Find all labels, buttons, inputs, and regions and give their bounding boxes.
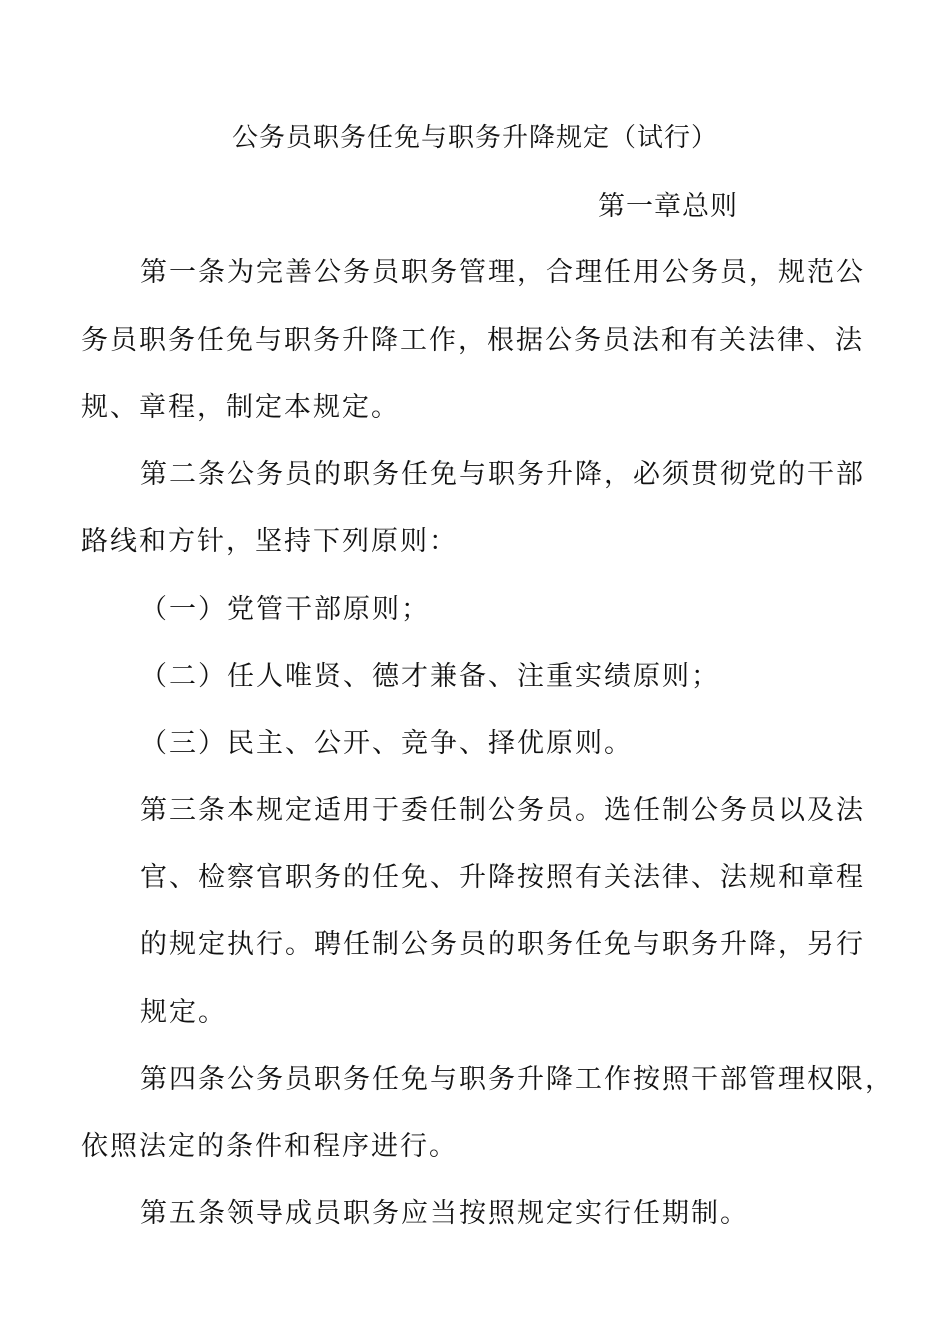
article-3-line-2: 官、检察官职务的任免、升降按照有关法律、法规和章程	[140, 862, 865, 893]
article-2-line-2: 路线和方针，坚持下列原则：	[81, 526, 458, 557]
article-3-line-1: 第三条本规定适用于委任制公务员。选任制公务员以及法	[140, 795, 865, 826]
article-5-line-1: 第五条领导成员职务应当按照规定实行任期制。	[140, 1198, 749, 1229]
principle-item-3: （三）民主、公开、竞争、择优原则。	[140, 728, 633, 759]
article-3-line-3: 的规定执行。聘任制公务员的职务任免与职务升降，另行	[140, 929, 865, 960]
chapter-heading: 第一章总则	[598, 191, 738, 222]
principle-item-2: （二）任人唯贤、德才兼备、注重实绩原则；	[140, 661, 720, 692]
article-4-line-1: 第四条公务员职务任免与职务升降工作按照干部管理权限，	[140, 1064, 894, 1095]
principle-item-1: （一）党管干部原则；	[140, 594, 430, 625]
document-title: 公务员职务任免与职务升降规定（试行）	[231, 123, 718, 153]
article-1-line-3: 规、章程，制定本规定。	[81, 392, 400, 423]
article-2-line-1: 第二条公务员的职务任免与职务升降，必须贯彻党的干部	[140, 459, 865, 490]
article-3-line-4: 规定。	[140, 997, 227, 1028]
article-4-line-2: 依照法定的条件和程序进行。	[81, 1131, 458, 1162]
article-1-line-2: 务员职务任免与职务升降工作，根据公务员法和有关法律、法	[81, 325, 864, 356]
article-1-line-1: 第一条为完善公务员职务管理，合理任用公务员，规范公	[140, 257, 865, 288]
